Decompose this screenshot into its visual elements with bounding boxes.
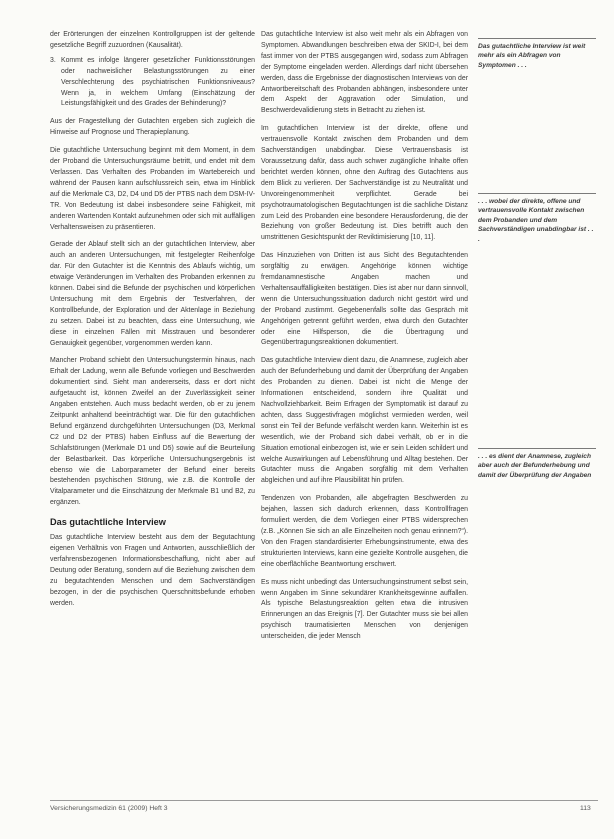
paragraph: Es muss nicht unbedingt das Untersuchungsinstrument selbst sein, wenn Angaben im Sinne sekundärer Krankheitsgewinne auffallen. Als typische Belastungsreaktion gelten etwa die intrusiven Erinnerungen an das Ereignis [7]. Der Gutachter muss sie bei allen psychisch traumatisierten Menschen von denjenigen unterscheiden, die jeder Mensch <box>261 578 468 641</box>
margin-note <box>478 38 596 70</box>
paragraph: Gerade der Ablauf stellt sich an der gutachtlichen Interview, aber auch an anderen Untersuchungen, mit festgelegter Reihenfolge dar. Für den Gutachter ist die Kenntnis des Ablaufs wichtig, um etwaige Veränderungen im Verhalten des Probanden erkennen zu können. Dabei sind die Befunde der psychischen und körperlichen Untersuchung mit dem Ergebnis der Testverfahren, der Kontrollbefunde, der Exploration und der Aktenlage in Beziehung zu setzen. Dabei ist zu beachten, dass eine Untersuchung, wie diese in einzelnen Fällen mit Misstrauen und besonderer Genauigkeit gegenüber, vorgenommen werden kann. <box>50 241 255 347</box>
numbered-item-3 <box>50 56 255 118</box>
note-divider <box>478 193 596 194</box>
paragraph: Tendenzen von Probanden, alle abgefragten Beschwerden zu bejahen, lassen sich dadurch erkennen, dass Kontrollfragen formuliert werden, die dem Vorliegen einer PTBS widersprechen (z.B. „Können Sie sich an alle Einzelheiten noch genau erinnern?“). Von den Fragen standardisierter Erhebungsinstrumente, etwa des strukturierten Interviews, kann eine gezielte Kontrolle ausgehen, die eine oberflächliche Beantwortung erschwert. <box>261 495 468 568</box>
journal-footer: Versicherungsmedizin 61 (2009) Heft 3 <box>50 805 168 812</box>
footer-divider <box>50 800 598 801</box>
item-text: Kommt es infolge längerer gesetzlicher Funktionsstörungen oder nachweislicher Belastungsstörungen zu einer Verschlechterung des psychiatrischen Funktionsniveaus? Wenn ja, in welchem Umfang (Einschätzung der Leistungsfähigkeit und des Grades der Behinderung)? <box>61 56 255 108</box>
page-number: 113 <box>580 805 591 812</box>
paragraph: Im gutachtlichen Interview ist der direkte, offene und vertrauensvolle Kontakt zwischen dem Probanden und dem Sachverständigen unabdingbar. Diese Vertrauensbasis ist Voraussetzung dafür, dass auch schwer zugängliche Inhalte offen berichtet werden können, ohne den Auftrag des Gutachtens aus dem Blick zu verlieren. Der Sachverständige ist zu Neutralität und Unvoreingenommenheit verpflichtet. Gerade bei psychotraumatologischen Begutachtungen ist die sachliche Distanz zum Leid des Probanden eine besondere Herausforderung, die der Beziehung von großer Bedeutung ist. Dies betrifft auch den umstrittenen Gesichtspunkt der Reviktimisierung [10, 11]. <box>261 125 468 242</box>
paragraph: Aus der Fragestellung der Gutachten ergeben sich zugleich die Hinweise auf Prognose und Therapieplanung. <box>50 118 255 137</box>
paragraph: Das gutachtliche Interview dient dazu, die Anamnese, zugleich aber auch der Befunderhebung und damit der Überprüfung der Angaben des Probanden zu dienen. Dabei ist nicht die Menge der Informationen entscheidend, sondern ihre Qualität und Nachvollziehbarkeit. Beim Erfragen der Symptomatik ist darauf zu achten, dass Suggestivfragen möglichst vermieden werden, weil sonst ein Teil der Befunde verfälscht werden kann. Weiterhin ist es wesentlich, wie der Proband sich dabei verhält, ob er in die Situation emotional einbezogen ist, wie er sein Leiden schildert und welche Auswirkungen auf Lebensführung und Alltag bestehen. Der Gutachter muss die Angaben sorgfältig mit dem Verhalten abgleichen und auf ihre Plausibilität hin prüfen. <box>261 357 468 485</box>
margin-note-text: . . . es dient der Anamnese, zugleich aber auch der Befunderhebung und damit der Überprüfung der Angaben <box>478 453 592 479</box>
paragraph: Mancher Proband schiebt den Untersuchungstermin hinaus, nach Erhalt der Ladung, wenn alle Befunde vorliegen und Beschwerden dokumentiert sind. Sieht man andererseits, dass er dort nicht aufgetaucht ist, können Zweifel an der Zuverlässigkeit seiner Angaben entstehen. Auch muss bedacht werden, ob er zu jenem Zeitpunkt anhaltend beeinträchtigt war. Die für den gutachtlichen Befund ergänzend durchgeführten Untersuchungen (D3, Merkmal C2 und D2 der PTBS) haben Einfluss auf die Bewertung der Schlafstörungen (Merkmale D1 und D5) sowie auf die Beurteilung der Belastbarkeit. Das körperliche Untersuchungsergebnis ist ebenso wie die Laborparameter der Befund einer bereits bestehenden psychischen Störung, wie z.B. die Kontrolle der Vitalparameter und die Einschätzung der Merkmale B1 und B2, zu ergänzen. <box>50 357 255 507</box>
item-number: 3. <box>50 56 56 64</box>
margin-note-text: Das gutachtliche Interview ist weit mehr als ein Abfragen von Symptomen . . . <box>478 43 586 69</box>
paragraph: Das Hinzuziehen von Dritten ist aus Sicht des Begutachtenden sorgfältig zu erwägen. Angehörige können wichtige fremdanamnestische Angaben machen und Verhaltensauffälligkeiten bestätigen. Dies ist aber nur dann sinnvoll, wenn die Untersuchungssituation dadurch nicht gestört wird und der Proband zustimmt. Gegebenenfalls sollte das Gespräch mit Angehörigen getrennt geführt werden, etwa durch den Gutachter oder eine Hilfsperson, die die Übertragung und Gegenübertragungsreaktionen dokumentiert. <box>261 252 468 347</box>
margin-note <box>478 193 596 244</box>
margin-note-text: . . . wobei der direkte, offene und vertrauensvolle Kontakt zwischen dem Probanden und dem Sachverständigen unabdingbar ist . . . <box>478 198 594 243</box>
paragraph: Die gutachtliche Untersuchung beginnt mit dem Moment, in dem der Proband die Untersuchungsräume betritt, und endet mit dem Verlassen. Das Verhalten des Probanden im Wartebereich und während der Pausen kann aufschlussreich sein, etwa im Hinblick auf die Merkmale C3, D2, D4 und D5 der PTBS nach dem DSM-IV-TR. Von Bedeutung ist dabei insbesondere seine Fähigkeit, mit anderen Wartenden Kontakt aufzunehmen oder sich mit auffälligen Verhaltensweisen zu präsentieren. <box>50 147 255 231</box>
paragraph: Das gutachtliche Interview besteht aus dem der Begutachtung eigenen Verhältnis von Fragen und Antworten, ausschließlich der verfahrensbezogenen Informationsbeschaffung, nicht aber auf Deutung oder Beratung, sondern auf die Beziehung zwischen dem zu begutachtenden Menschen und dem Sachverständigen bezogen, in der die psychischen Querschnittsbefunde erhoben werden. <box>50 534 255 607</box>
margin-note <box>478 448 596 480</box>
note-divider <box>478 448 596 449</box>
middle-column <box>261 30 468 650</box>
section-heading: Das gutachtliche Interview <box>50 517 166 528</box>
note-divider <box>478 38 596 39</box>
left-column <box>50 30 255 616</box>
item-intro-text: der Erörterungen der einzelnen Kontrollgruppen ist der geltende gesetzliche Begriff zuzuordnen (Kausalität). <box>50 31 255 49</box>
paragraph: Das gutachtliche Interview ist also weit mehr als ein Abfragen von Symptomen. Abwandlungen beschreiben etwa der SKID-I, bei dem fast immer von der PTBS ausgegangen wird, sodass zum Abfragen der Symptome eingeladen werden. Allerdings darf nicht übersehen werden, dass die Ergebnisse der diagnostischen Interviews von der Antwortbereitschaft des Probanden abhängen, insbesondere unter dem Aspekt der Aggravation oder Simulation, und Beschwerdevalidierung stets in Betracht zu ziehen ist. <box>261 31 468 115</box>
